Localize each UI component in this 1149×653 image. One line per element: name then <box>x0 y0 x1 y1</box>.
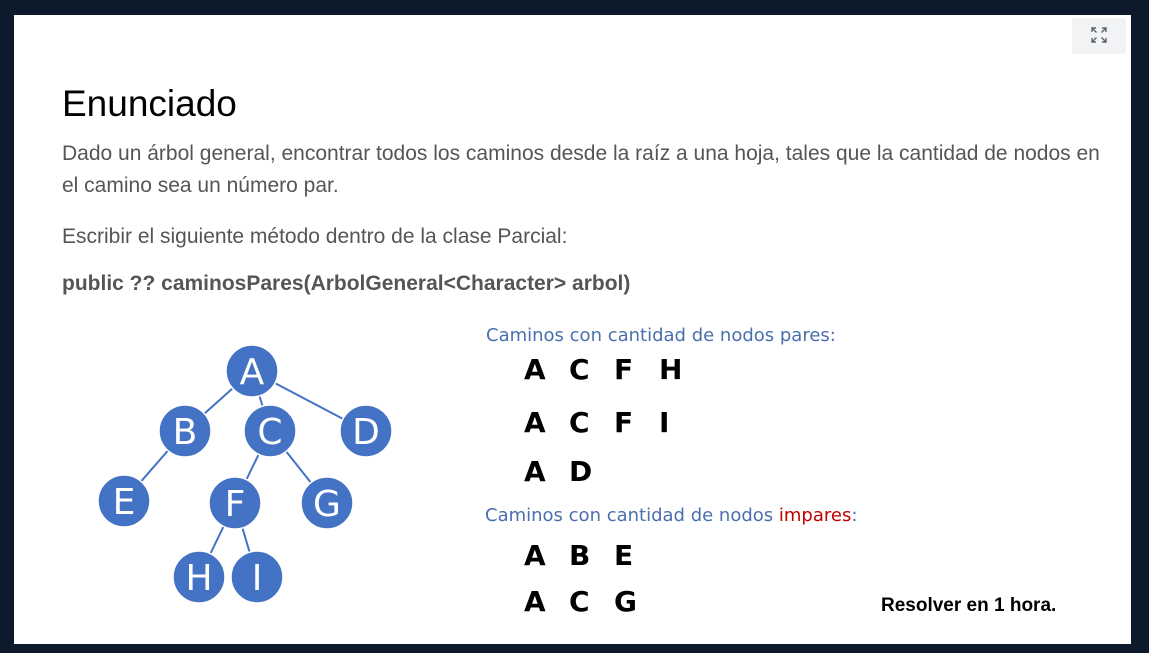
tree-node-i <box>231 551 283 603</box>
path-node: A <box>524 539 546 572</box>
path-node: B <box>569 539 591 572</box>
path-node: E <box>614 539 634 572</box>
path-node: A <box>524 353 546 386</box>
path-node: F <box>614 353 634 386</box>
tree-node-c <box>244 405 296 457</box>
odd-heading-prefix: Caminos con cantidad de nodos <box>485 505 779 526</box>
tree-node-g <box>301 477 353 529</box>
tree-node-f <box>209 477 261 529</box>
tree-node-label: H <box>185 558 213 599</box>
tree-node-label: E <box>112 482 136 523</box>
even-path-2 <box>524 406 704 439</box>
page-title: Enunciado <box>62 83 237 124</box>
even-paths-heading: Caminos con cantidad de nodos pares: <box>486 325 836 346</box>
tree-node-label: I <box>251 558 263 599</box>
path-node: A <box>524 585 546 618</box>
path-node: F <box>614 406 634 439</box>
tree-node-label: G <box>313 484 341 525</box>
odd-paths-heading <box>485 505 857 526</box>
time-limit-note: Resolver en 1 hora. <box>881 595 1057 616</box>
path-node: A <box>524 406 546 439</box>
tree-node-e <box>98 475 150 527</box>
tree-node-a <box>226 345 278 397</box>
tree-diagram <box>14 15 434 644</box>
odd-path-1 <box>524 539 659 572</box>
problem-statement: Dado un árbol general, encontrar todos los caminos desde la raíz a una hoja, tales que la cantidad de nodos en el camino sea un número par. <box>62 142 1100 197</box>
fullscreen-button[interactable] <box>1072 18 1126 54</box>
tree-node-b <box>159 405 211 457</box>
path-node: D <box>569 455 593 488</box>
path-node: I <box>659 406 670 439</box>
path-node: H <box>659 353 683 386</box>
odd-path-2 <box>524 585 659 618</box>
tree-node-label: D <box>352 412 380 453</box>
path-node: A <box>524 455 546 488</box>
tree-node-label: C <box>257 412 283 453</box>
odd-heading-suffix: : <box>851 505 858 526</box>
expand-icon <box>1090 26 1108 47</box>
path-node: C <box>569 585 590 618</box>
even-path-3 <box>524 455 614 488</box>
tree-node-h <box>173 551 225 603</box>
method-signature: public ?? caminosPares(ArbolGeneral<Character> arbol) <box>62 272 631 295</box>
even-path-1 <box>524 353 704 386</box>
path-node: C <box>569 406 590 439</box>
odd-heading-highlight: impares <box>778 505 852 526</box>
instruction-text: Escribir el siguiente método dentro de la clase Parcial: <box>62 225 568 248</box>
tree-node-d <box>340 405 392 457</box>
tree-node-label: F <box>224 484 246 525</box>
slide <box>14 15 1131 644</box>
path-node: C <box>569 353 590 386</box>
path-node: G <box>614 585 637 618</box>
tree-node-label: A <box>239 352 265 393</box>
tree-node-label: B <box>172 412 198 453</box>
